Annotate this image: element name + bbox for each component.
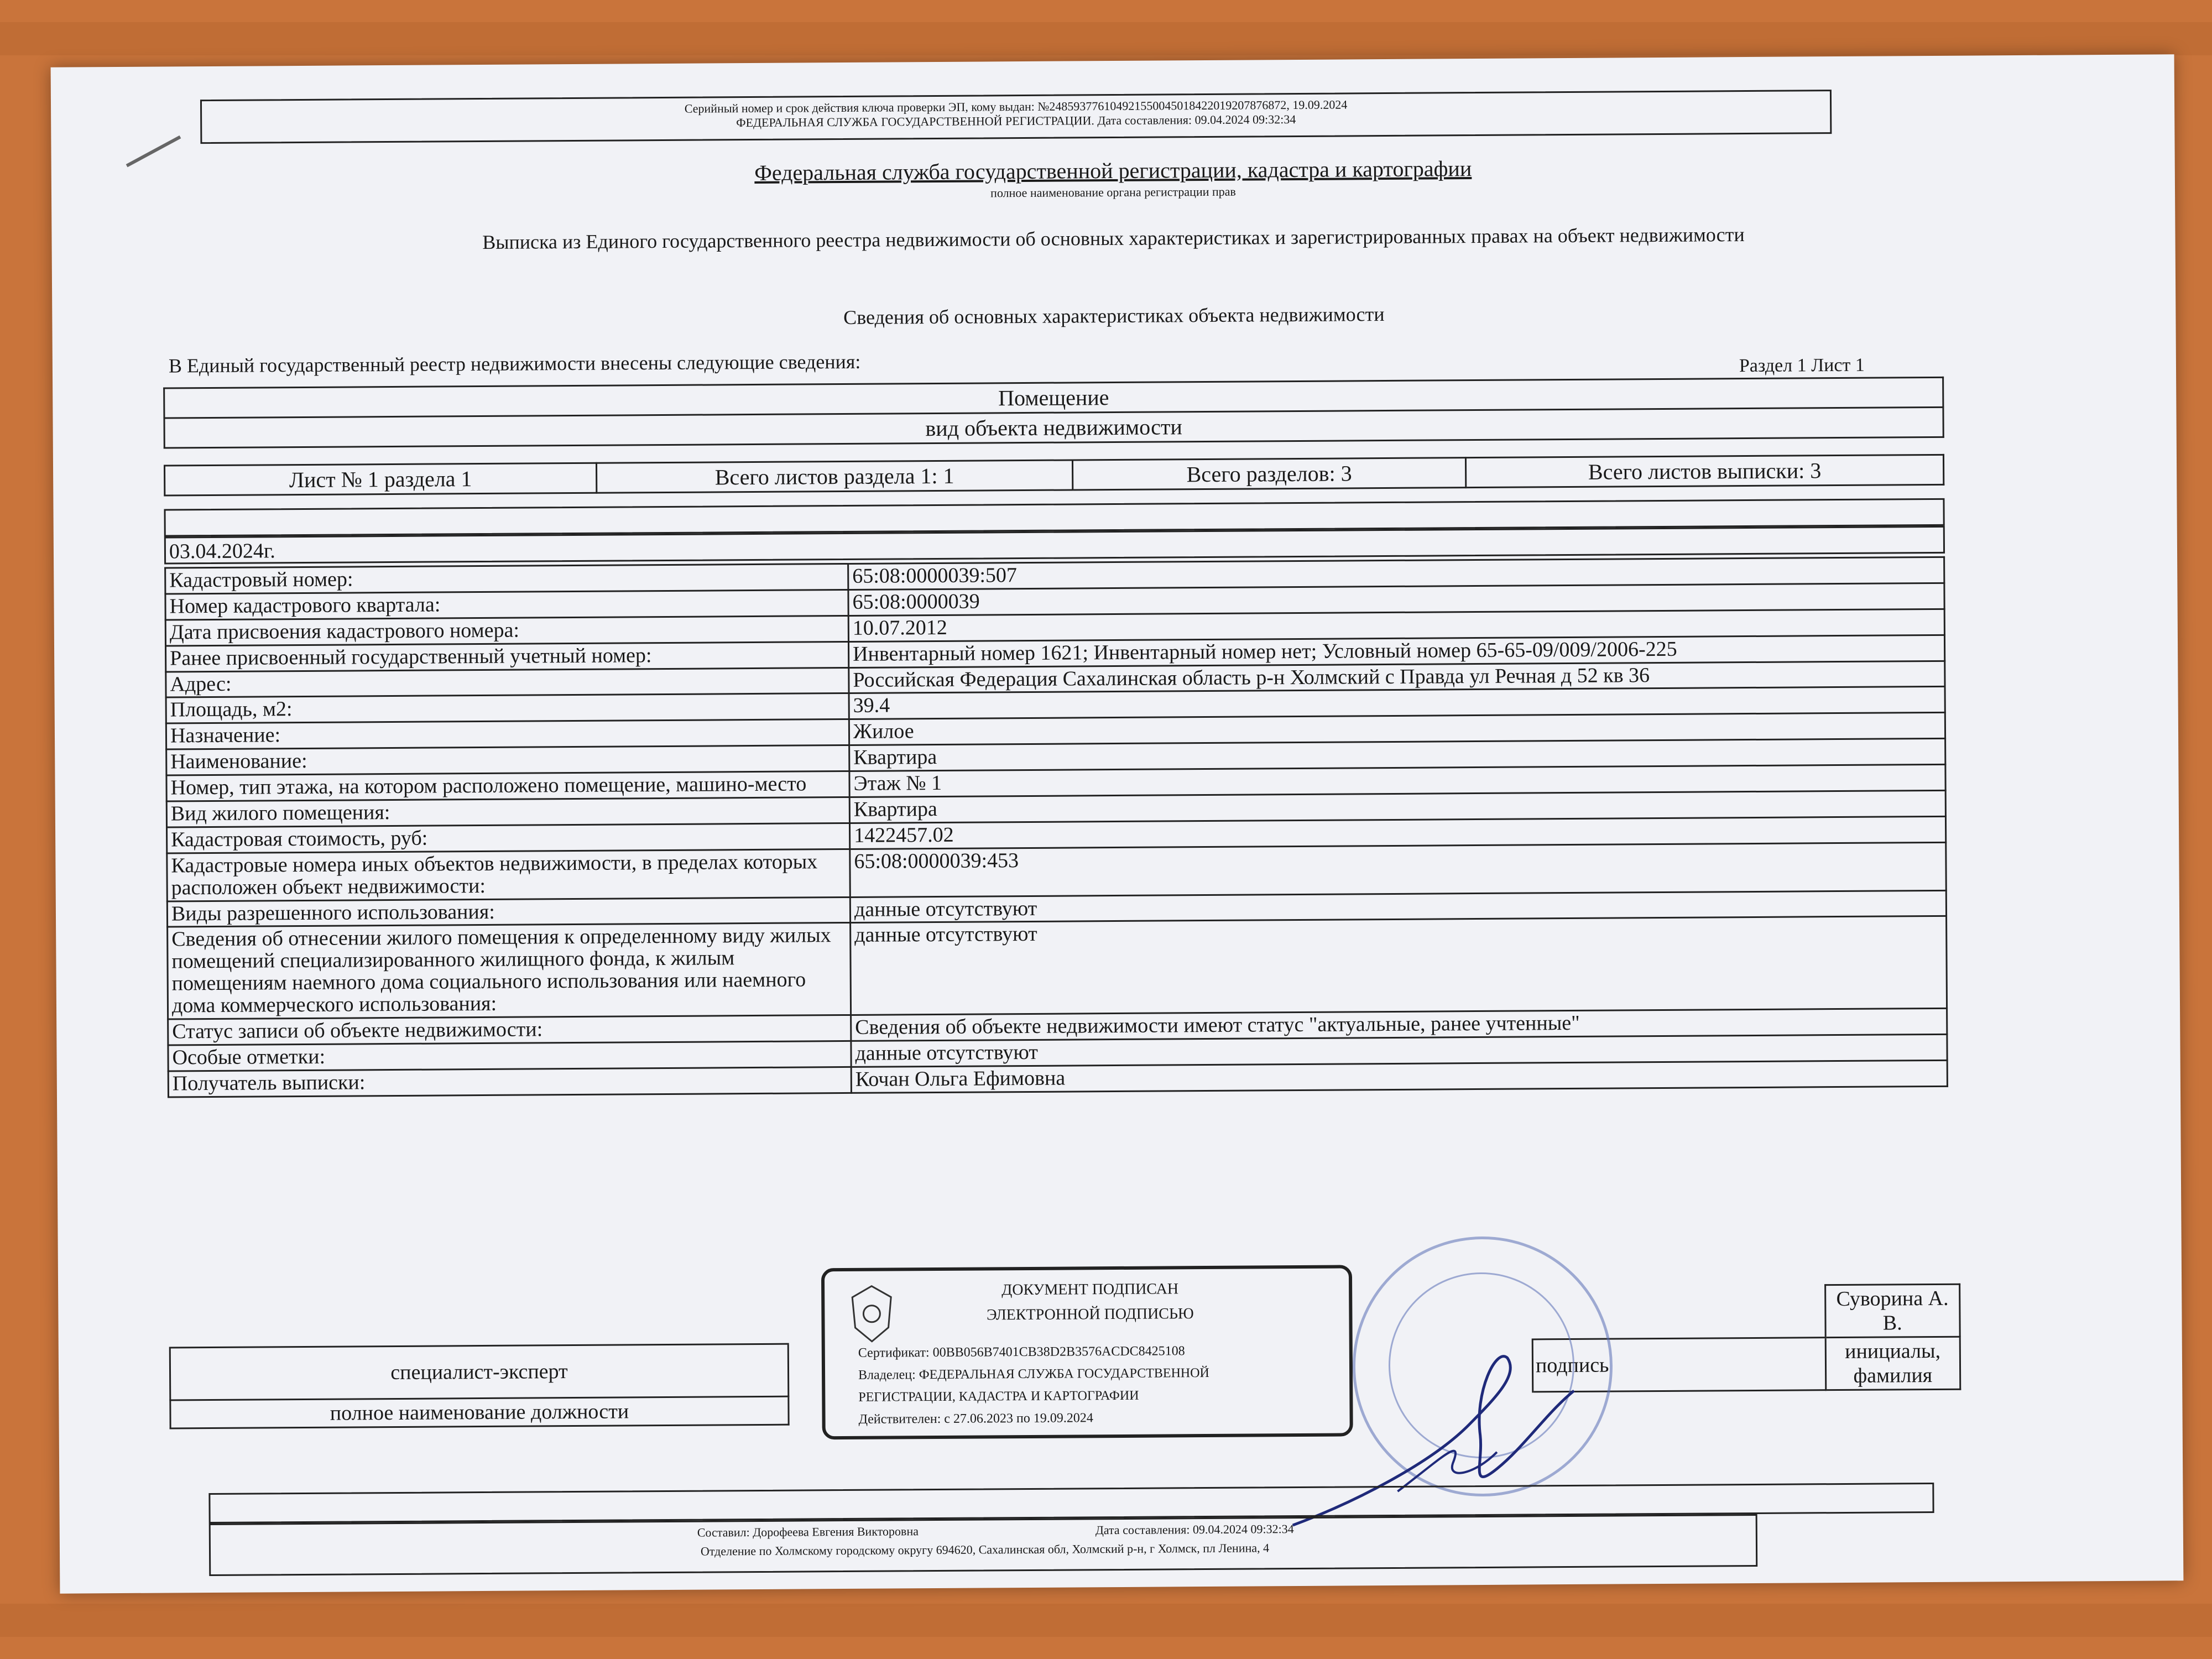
row-label: Кадастровые номера иных объектов недвижимости, в пределах которых расположен объект недвижимости: — [167, 849, 851, 901]
sheets-table — [164, 454, 1944, 497]
sheets-total: Всего листов выписки: 3 — [1465, 455, 1943, 487]
row-value: 65:08:0000039 — [848, 583, 1944, 615]
row-label: Кадастровый номер: — [165, 564, 848, 593]
row-label: Адрес: — [166, 667, 849, 697]
section-sheet: Раздел 1 Лист 1 — [1739, 354, 1865, 377]
row-label: Вид жилого помещения: — [166, 797, 849, 827]
emblem-icon — [847, 1283, 897, 1344]
row-value: 10.07.2012 — [848, 609, 1944, 641]
signer-position: специалист-эксперт — [170, 1344, 789, 1400]
row-value: Квартира — [849, 739, 1945, 771]
row-label: Назначение: — [166, 719, 849, 749]
sheet-number: Лист № 1 раздела 1 — [165, 463, 597, 495]
object-type-table — [163, 377, 1944, 449]
row-label: Номер, тип этажа, на котором расположено помещение, машино-место — [166, 771, 849, 801]
row-label: Получатель выписки: — [168, 1067, 851, 1097]
staple — [126, 135, 181, 168]
row-value: Сведения об объекте недвижимости имеют статус "актуальные, ранее учтенные" — [851, 1008, 1947, 1041]
esign-owner2: РЕГИСТРАЦИИ, КАДАСТРА И КАРТОГРАФИИ — [858, 1388, 1139, 1405]
row-value: Этаж № 1 — [849, 764, 1945, 797]
document-title: Выписка из Единого государственного реестра недвижимости об основных характеристиках и зарегистрированных правах на объект недвижимости — [482, 223, 1745, 253]
sign-caption: подпись — [1532, 1338, 1825, 1392]
object-type-caption: вид объекта недвижимости — [164, 407, 1943, 448]
row-label: Статус записи об объекте недвижимости: — [168, 1015, 851, 1045]
agency-name: Федеральная служба государственной регистрации, кадастра и картографии — [754, 156, 1472, 185]
table-row — [168, 916, 1947, 1019]
row-value: Кочан Ольга Ефимовна — [851, 1060, 1947, 1093]
row-value: Инвентарный номер 1621; Инвентарный номер нет; Условный номер 65-65-09/009/2006-225 — [848, 635, 1944, 667]
serial-text: Серийный номер и срок действия ключа проверки ЭП, кому выдан: №24859377610492155004501842201920787687​2, 19.09.2024 — [684, 97, 1348, 116]
esign-owner1: Владелец: ФЕДЕРАЛЬНАЯ СЛУЖБА ГОСУДАРСТВЕННОЙ — [858, 1365, 1209, 1383]
extract-date: 03.04.2024г. — [164, 526, 1945, 565]
agency-line: ФЕДЕРАЛЬНАЯ СЛУЖБА ГОСУДАРСТВЕННОЙ РЕГИСТРАЦИИ. Дата составления: 09.04.2024 09:32:34 — [736, 112, 1296, 130]
row-label: Ранее присвоенный государственный учетный номер: — [165, 641, 848, 671]
footer-office: Отделение по Холмскому городскому округу 694620, Сахалинская обл, Холмский р-н, г Холмск, пл Ленина, 4 — [700, 1541, 1270, 1558]
row-value: 65:08:0000039:453 — [850, 842, 1946, 897]
footer-box — [209, 1514, 1758, 1576]
row-value: 65:08:0000039:507 — [848, 557, 1944, 589]
row-label: Особые отметки: — [168, 1041, 851, 1071]
row-value: 1422457.02 — [849, 816, 1945, 849]
row-label: Площадь, м2: — [166, 693, 849, 723]
e-signature-stamp — [821, 1265, 1353, 1439]
section-title: Сведения об основных характеристиках объекта недвижимости — [843, 303, 1385, 329]
footer-composer: Составил: Дорофеева Евгения Викторовна — [697, 1524, 919, 1540]
row-label: Кадастровая стоимость, руб: — [167, 823, 850, 853]
sections-total: Всего разделов: 3 — [1072, 458, 1465, 490]
row-label: Номер кадастрового квартала: — [165, 589, 848, 619]
sheets-in-section: Всего листов раздела 1: 1 — [596, 460, 1072, 493]
row-value: 39.4 — [849, 687, 1945, 719]
signer-name: Суворина А. В. — [1825, 1284, 1960, 1337]
row-label: Наименование: — [166, 745, 849, 775]
characteristics-table — [164, 556, 1948, 1098]
row-label: Сведения об отнесении жилого помещения к определенному виду жилых помещений специализированного жилищного фонда, к жилым помещениям наемного дома социального использования или наемного дома коммерческого использования: — [168, 923, 851, 1019]
row-value: Квартира — [849, 790, 1945, 823]
document-sheet — [51, 54, 2184, 1593]
row-value: данные отсутствуют — [851, 916, 1947, 1015]
position-caption: полное наименование должности — [170, 1396, 789, 1428]
esign-line2: ЭЛЕКТРОННОЙ ПОДПИСЬЮ — [986, 1305, 1194, 1324]
name-caption: инициалы, фамилия — [1825, 1337, 1960, 1390]
intro-text: В Единый государственный реестр недвижимости внесены следующие сведения: — [168, 350, 861, 377]
object-type: Помещение — [164, 377, 1943, 418]
serial-box — [200, 90, 1832, 144]
esign-cert: Сертификат: 00BB056B7401CB38D2B3576ACDC8425108 — [858, 1344, 1185, 1360]
esign-line1: ДОКУМЕНТ ПОДПИСАН — [1001, 1280, 1179, 1299]
row-value: Жилое — [849, 713, 1945, 745]
footer-composed: Дата составления: 09.04.2024 09:32:34 — [1095, 1522, 1294, 1537]
row-value: Российская Федерация Сахалинская область р-н Холмский с Правда ул Речная д 52 кв 36 — [849, 661, 1945, 693]
row-value: данные отсутствуют — [851, 1034, 1947, 1067]
agency-caption: полное наименование органа регистрации прав — [990, 184, 1236, 200]
row-label: Дата присвоения кадастрового номера: — [165, 615, 848, 645]
row-label: Виды разрешенного использования: — [167, 897, 850, 927]
row-value: данные отсутствуют — [850, 890, 1946, 923]
esign-valid: Действителен: с 27.06.2023 по 19.09.2024 — [858, 1411, 1093, 1427]
